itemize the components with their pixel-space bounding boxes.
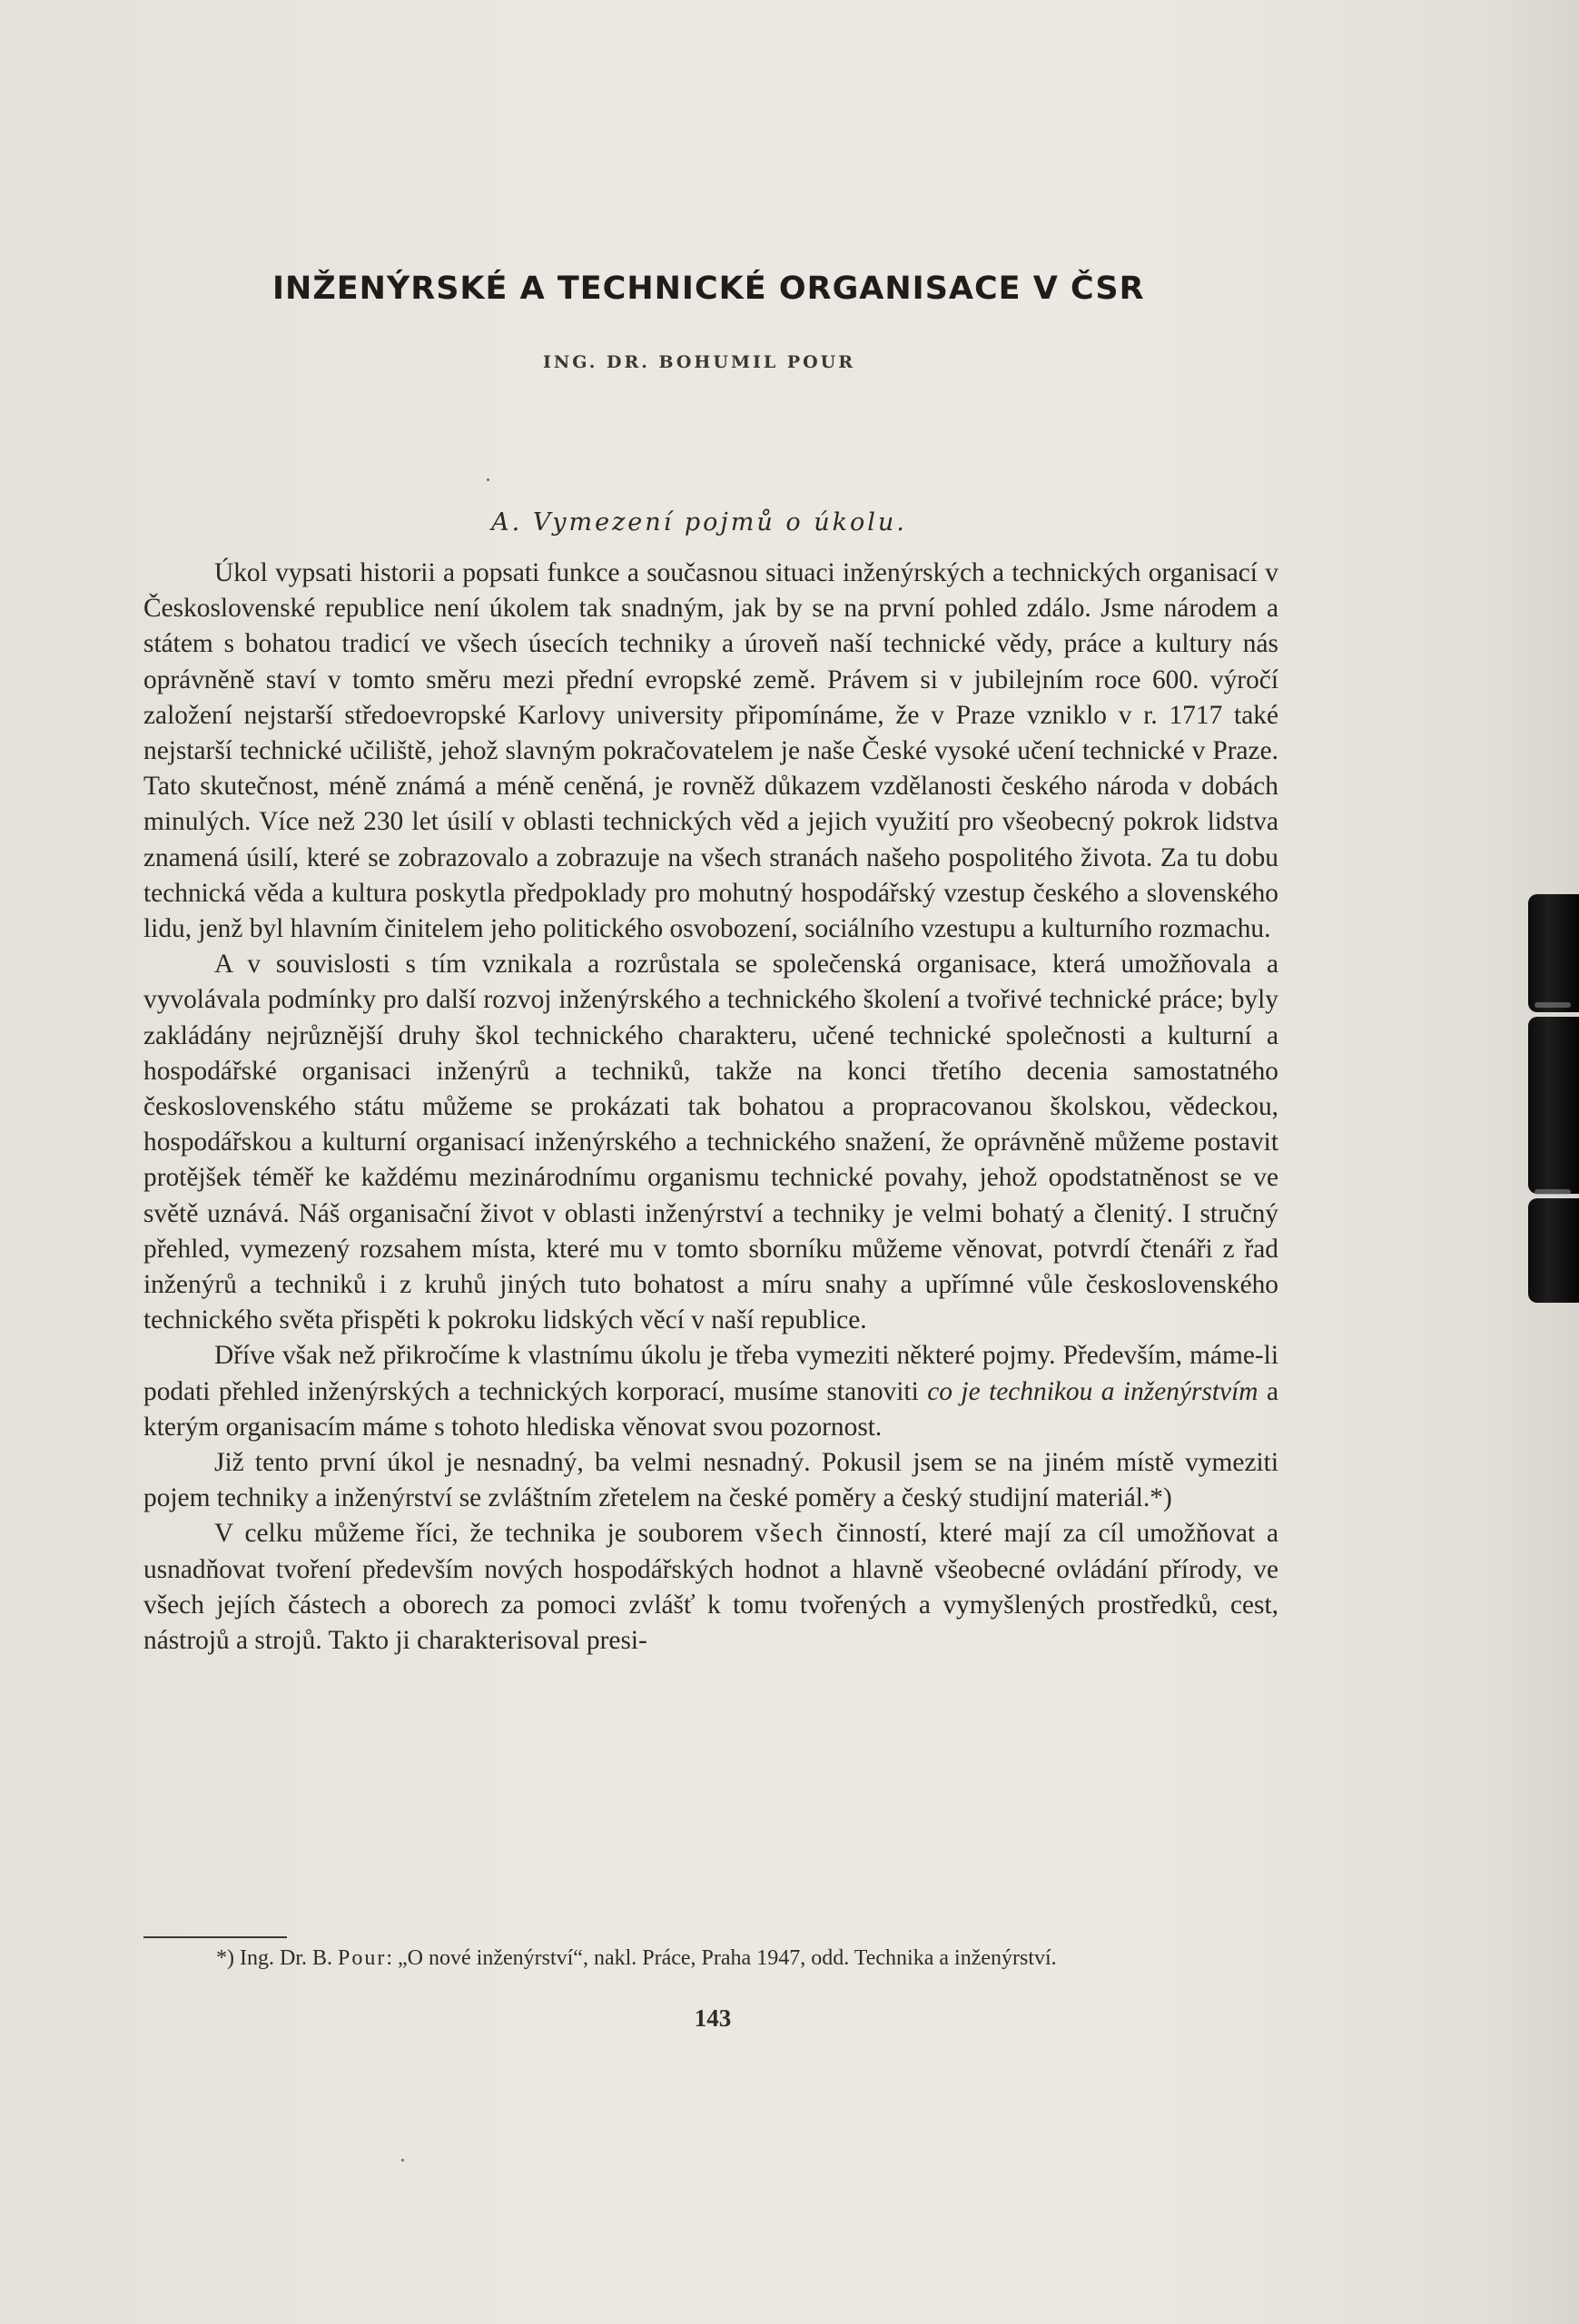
paragraph-1: Úkol vypsati historii a popsati funkce a současnou situaci inženýrských a technických organisací v Československé republice není úkolem tak snadným, jak by se na první pohled zdálo. Jsme národem a státem s bohatou tradicí ve všech úsecích techniky a úroveň naší technické vědy, práce a kultury nás oprávněně staví v tomto směru mezi přední evropské země. Právem si v jubilejním roce 600. výročí založení nejstarší středoevropské Karlovy university připomínáme, že v Praze vzniklo v r. 1717 také nejstarší technické učiliště, jehož slavným pokračovatelem je naše České vysoké učení technické v Praze. Tato skutečnost, méně známá a méně ceněná, je rovněž důkazem vzdělanosti českého národa v dobách minulých. Více než 230 let úsilí v oblasti technických věd a jejich využití pro všeobecný pokrok lidstva znamená úsilí, které se zobrazovalo a zobrazuje na všech stranách našeho pospolitého života. Za tu dobu technická věda a kultura poskytla předpoklady pro mohutný hospodářský vzestup českého a slovenského lidu, jenž byl hlavním činitelem jeho politického osvobození, sociálního vzestupu a kulturního rozmachu. (143, 558, 1278, 944)
paragraph-5-text-a: V celku můžeme říci, že technika je souborem (214, 1519, 755, 1549)
stray-mark (487, 478, 489, 481)
article-title: INŽENÝRSKÉ A TECHNICKÉ ORGANISACE V ČSR (272, 271, 1145, 307)
paragraph-5-text-b: činností, které mají za cíl umožňovat a usnadňovat tvoření především nových hospodářských hodnot a hlavně všeobecné ovládání přírody, ve všech jejích částech a oborech za pomoci zvlášť k tomu tvořených a vymyšlených prostředků, cest, nástrojů a strojů. Takto ji charakterisoval presi- (143, 1519, 1278, 1656)
footnote-text: : „O nové inženýrství“, nakl. Práce, Praha 1947, odd. Technika a inženýrství. (386, 1946, 1057, 1970)
footnote-marker: *) (216, 1946, 234, 1970)
footnote-rule (143, 1936, 287, 1938)
footnote (216, 1943, 1288, 1974)
paragraph-4: Již tento první úkol je nesnadný, ba velmi nesnadný. Pokusil jsem se na jiném místě vymeziti pojem techniky a inženýrství se zvláštním zřetelem na české poměry a český studijní materiál.*) (143, 1448, 1278, 1513)
stray-mark (401, 2159, 404, 2162)
paragraph-2: A v souvislosti s tím vznikala a rozrůstala se společenská organisace, která umožňovala a vyvolávala podmínky pro další rozvoj inženýrského a technického školení a tvořivé technické práce; byly zakládány nejrůznější druhy škol technického charakteru, učené technické společnosti a kulturní a hospodářské organisaci inženýrů a techniků, takže na konci třetího decenia samostatného československého státu můžeme se prokázati tak bohatou a propracovanou školskou, vědeckou, hospodářskou a kulturní organisací inženýrského a technického snažení, že oprávněně můžeme postavit protějšek téměř ke každému mezinárodnímu organismu technické povahy, jehož opodstatněnost se ve světě uznává. Náš organisační život v oblasti inženýrství a techniky je velmi bohatý a členitý. I stručný přehled, vymezený rozsahem místa, které mu v tomto sborníku můžeme věnovat, potvrdí čtenáři z řad inženýrů a techniků i z kruhů jiných tuto bohatost a míru snahy a upřímné vůle československého technického světa přispěti k pokroku lidských věcí v naší republice. (143, 950, 1278, 1335)
article-body (143, 556, 1278, 1659)
binder-clip-segment (1528, 1198, 1579, 1303)
paragraph-3-text-b: a kterým organisacím máme s tohoto hlediska věnovat svou pozornost. (143, 1376, 1278, 1442)
binder-clip-highlight (1535, 1189, 1571, 1195)
paragraph-3-text-a: Dříve však než přikročíme k vlastnímu úkolu je třeba vymeziti některé pojmy. Především, máme-li podati přehled inženýrských a technických korporací, musíme stanoviti (143, 1341, 1278, 1406)
paragraph-3-emphasis: co je technikou a inženýrstvím (927, 1376, 1258, 1406)
footnote-prefix: Ing. Dr. B. (240, 1946, 338, 1970)
paragraph-3 (143, 1338, 1278, 1445)
binder-clip-segment (1528, 1017, 1579, 1194)
article-author: ING. DR. BOHUMIL POUR (542, 352, 856, 372)
paragraph-5 (143, 1516, 1278, 1659)
footnote-author: Pour (338, 1946, 387, 1970)
binder-clip-segment (1528, 894, 1579, 1012)
section-heading: A. Vymezení pojmů o úkolu. (491, 508, 907, 537)
page-number: 143 (694, 2004, 732, 2032)
paragraph-5-spaced-word: všech (755, 1519, 825, 1549)
binder-clip-highlight (1535, 1002, 1571, 1008)
